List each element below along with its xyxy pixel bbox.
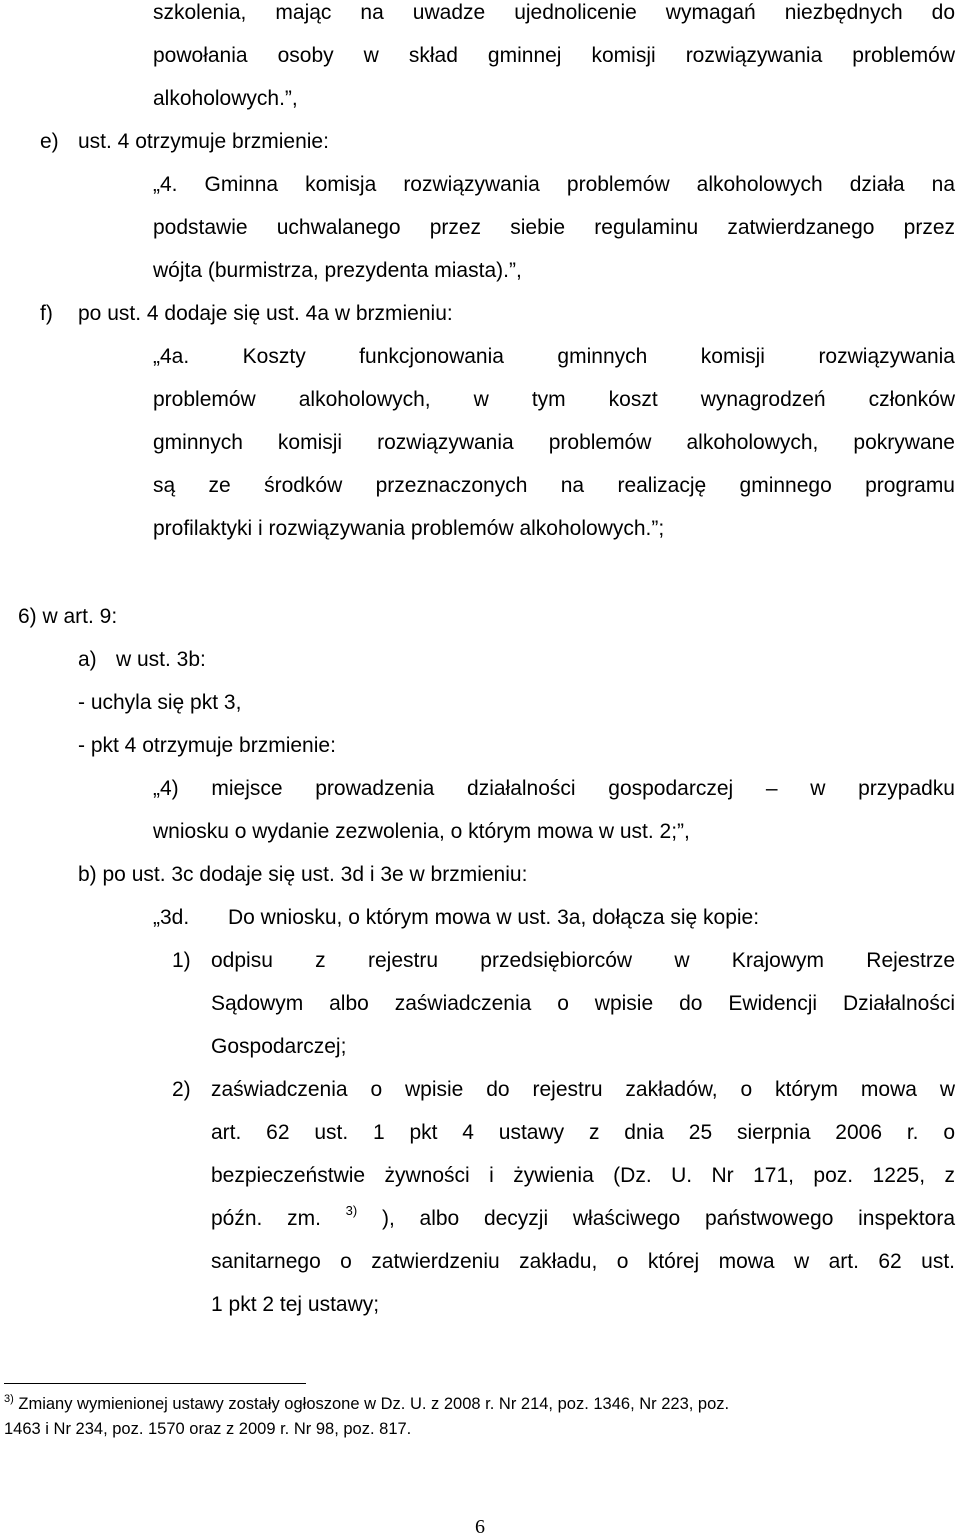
paragraph-line: - uchyla się pkt 3, [78,691,242,714]
list-item-a: w ust. 3b: [116,648,206,671]
paragraph-line: szkolenia, mając na uwadze ujednolicenie wymagań niezbędnych do [153,1,955,24]
paragraph-line: gminnych komisji rozwiązywania problemów alkoholowych, pokrywane [153,431,955,454]
paragraph-line: bezpieczeństwie żywności i żywienia (Dz. U. Nr 171, poz. 1225, z [211,1164,955,1187]
paragraph-line: odpisu z rejestru przedsiębiorców w Krajowym Rejestrze [211,949,955,972]
paragraph-line: wójta (burmistrza, prezydenta miasta).”, [153,259,522,282]
footnote-line [4,1394,729,1416]
list-item-b: b) po ust. 3c dodaje się ust. 3d i 3e w brzmieniu: [78,863,528,886]
paragraph-line: art. 62 ust. 1 pkt 4 ustawy z dnia 25 sierpnia 2006 r. o [211,1121,955,1144]
section-heading: 6) w art. 9: [18,605,118,628]
paragraph-line: Do wniosku, o którym mowa w ust. 3a, dołącza się kopie: [228,906,760,929]
footnote-line: 1463 i Nr 234, poz. 1570 oraz z 2009 r. Nr 98, poz. 817. [4,1420,412,1438]
paragraph-line: problemów alkoholowych, w tym koszt wynagrodzeń członków [153,388,955,411]
paragraph-line: powołania osoby w skład gminnej komisji rozwiązywania problemów [153,44,955,67]
list-label-f: f) [40,302,53,325]
paragraph-line: „4) miejsce prowadzenia działalności gospodarczej – w przypadku [153,777,955,800]
paragraph-line: „4. Gminna komisja rozwiązywania problemów alkoholowych działa na [153,173,955,196]
footnote-reference[interactable]: 3) [345,1203,358,1218]
paragraph-text: ), albo decyzji właściwego państwowego inspektora [381,1207,955,1230]
footnote-text: Zmiany wymienionej ustawy zostały ogłoszone w Dz. U. z 2008 r. Nr 214, poz. 1346, Nr 223, poz. [18,1395,730,1413]
footnote-marker: 3) [4,1393,14,1405]
paragraph-line: - pkt 4 otrzymuje brzmienie: [78,734,336,757]
paragraph-line: Sądowym albo zaświadczenia o wpisie do Ewidencji Działalności [211,992,955,1015]
paragraph-line [211,1203,955,1232]
list-label-a: a) [78,648,97,671]
paragraph-line: alkoholowych.”, [153,87,298,110]
list-label-e: e) [40,130,59,153]
paragraph-line: 1 pkt 2 tej ustawy; [211,1293,380,1316]
list-item-e: ust. 4 otrzymuje brzmienie: [78,130,329,153]
point-label-2: 2) [172,1078,191,1101]
paragraph-line: sanitarnego o zatwierdzeniu zakładu, o której mowa w art. 62 ust. [211,1250,955,1273]
paragraph-line: podstawie uchwalanego przez siebie regulaminu zatwierdzanego przez [153,216,955,239]
paragraph-line: profilaktyki i rozwiązywania problemów alkoholowych.”; [153,517,665,540]
paragraph-label-3d: „3d. [153,906,190,929]
paragraph-line: zaświadczenia o wpisie do rejestru zakładów, o którym mowa w [211,1078,955,1101]
paragraph-line: wniosku o wydanie zezwolenia, o którym mowa w ust. 2;”, [153,820,690,843]
paragraph-line: Gospodarczej; [211,1035,347,1058]
paragraph-text: późn. zm. [211,1207,321,1230]
page-number: 6 [475,1516,485,1538]
point-label-1: 1) [172,949,191,972]
list-item-f: po ust. 4 dodaje się ust. 4a w brzmieniu: [78,302,453,325]
paragraph-line: są ze środków przeznaczonych na realizację gminnego programu [153,474,955,497]
footnote-separator [4,1383,306,1384]
paragraph-line: „4a. Koszty funkcjonowania gminnych komisji rozwiązywania [153,345,955,368]
